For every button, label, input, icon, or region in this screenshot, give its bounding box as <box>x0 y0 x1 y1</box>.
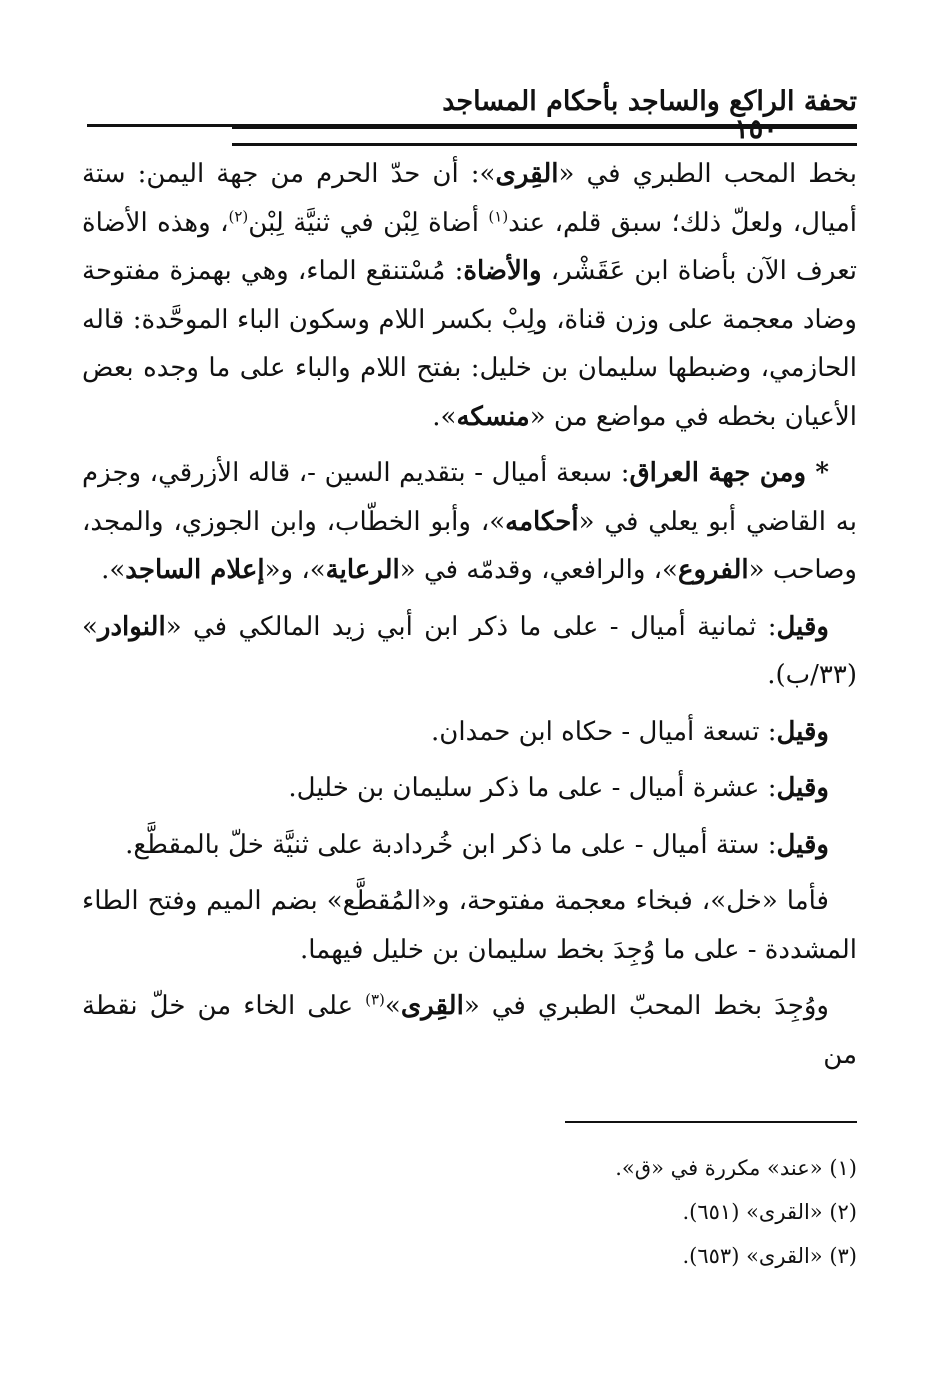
book-title-ref: الفروع <box>677 555 749 585</box>
footnotes <box>82 1146 857 1278</box>
text-run: : عشرة أميال - على ما ذكر سليمان بن خليل. <box>288 773 777 803</box>
book-title-ref: أحكامه <box>505 506 579 537</box>
paragraph-8 <box>82 982 857 1079</box>
paragraph-7 <box>82 877 857 974</box>
section-lead: * ومن جهة العراق <box>629 458 829 488</box>
text-run: أضاة لِبْن في ثنيَّة لِبْن <box>248 207 489 238</box>
text-run: على الخاء من خلّ نقطة من <box>82 991 857 1070</box>
text-run: ». <box>432 401 457 432</box>
text-run: : ثمانية أميال - على ما ذكر ابن أبي زيد المالكي في « <box>165 611 777 642</box>
book-title-ref: القِرى <box>495 159 559 189</box>
text-run: ، وهذه الأضاة تعرف الآن بأضاة ابن عَقَشْر، <box>82 207 857 286</box>
text-run: »، والرافعي، وقدمّه في « <box>399 555 678 585</box>
footnote-1: (١) «عند» مكررة في «ق». <box>615 1156 857 1180</box>
paragraph-4 <box>82 708 857 757</box>
section-lead: وقيل <box>776 611 829 642</box>
text-run: : سبعة أميال - بتقديم السين -، قاله الأزرقي، وجزم به القاضي أبو يعلي في « <box>82 458 857 537</box>
section-lead: وقيل <box>776 773 829 803</box>
text-run: »، وأبو الخطّاب، وابن الجوزي، والمجد، وصاحب « <box>82 506 857 585</box>
book-title-ref: إعلام الساجد <box>125 555 265 585</box>
paragraph-3 <box>82 603 857 700</box>
text-run: »: أن حدّ الحرم من جهة اليمن: ستة أميال، ولعلّ ذلك؛ سبق قلم، عند <box>82 159 857 238</box>
footnote-marker-1[interactable]: (١) <box>488 206 509 225</box>
footnote-2: (٢) «القرى» (٦٥١). <box>682 1200 857 1224</box>
book-title: تحفة الراكع والساجد بأحكام المساجد <box>442 86 857 117</box>
paragraph-6 <box>82 821 857 870</box>
book-title-ref: منسكه <box>456 401 530 432</box>
section-lead: وقيل <box>776 829 829 860</box>
page-number: ١٥٠ <box>734 114 778 145</box>
text-run: بخط المحب الطبري في « <box>558 159 857 189</box>
text-run: فأما «خل»، فبخاء معجمة مفتوحة، و«المُقطَّع» بضم الميم وفتح الطاء المشددة - على ما وُجِدَ بخط سليمان بن خليل فيهما. <box>82 886 857 965</box>
text-run: » <box>384 991 401 1021</box>
text-run: ووُجِدَ بخط المحبّ الطبري في « <box>463 991 829 1021</box>
main-text <box>82 150 857 1087</box>
footnote-3: (٣) «القرى» (٦٥٣). <box>682 1244 857 1268</box>
footnote-marker-3[interactable]: (٣) <box>365 990 385 1009</box>
footnote-marker-2[interactable]: (٢) <box>228 206 249 225</box>
section-lead: وقيل <box>776 716 829 747</box>
text-run: » (٣٣/ب). <box>82 611 857 690</box>
book-title-ref: القِرى <box>400 991 464 1021</box>
book-title-ref: النوادر <box>97 611 166 642</box>
term-bold: والأضاة <box>463 256 542 286</box>
text-run: ». <box>101 555 126 585</box>
paragraph-1 <box>82 150 857 441</box>
paragraph-5 <box>82 764 857 813</box>
header-double-rule-left <box>795 126 857 146</box>
text-run: : تسعة أميال - حكاه ابن حمدان. <box>431 716 777 747</box>
text-run: : ستة أميال - على ما ذكر ابن خُردادبة على ثنيَّة خلّ بالمقطَّع. <box>125 829 777 860</box>
footnote-separator <box>565 1121 857 1123</box>
text-run: »، و« <box>264 555 326 585</box>
text-run: : مُسْتنقع الماء، وهي بهمزة مفتوحة وضاد معجمة على وزن قناة، ولِبْ بكسر اللام وسكون الباء الموحَّدة: قاله الحازمي، وضبطها سليمان بن خليل: بفتح اللام والباء على ما وجده بعض الأعيان بخطه في مواضع من « <box>82 256 857 432</box>
book-title-ref: الرعاية <box>325 555 400 585</box>
paragraph-2 <box>82 449 857 595</box>
